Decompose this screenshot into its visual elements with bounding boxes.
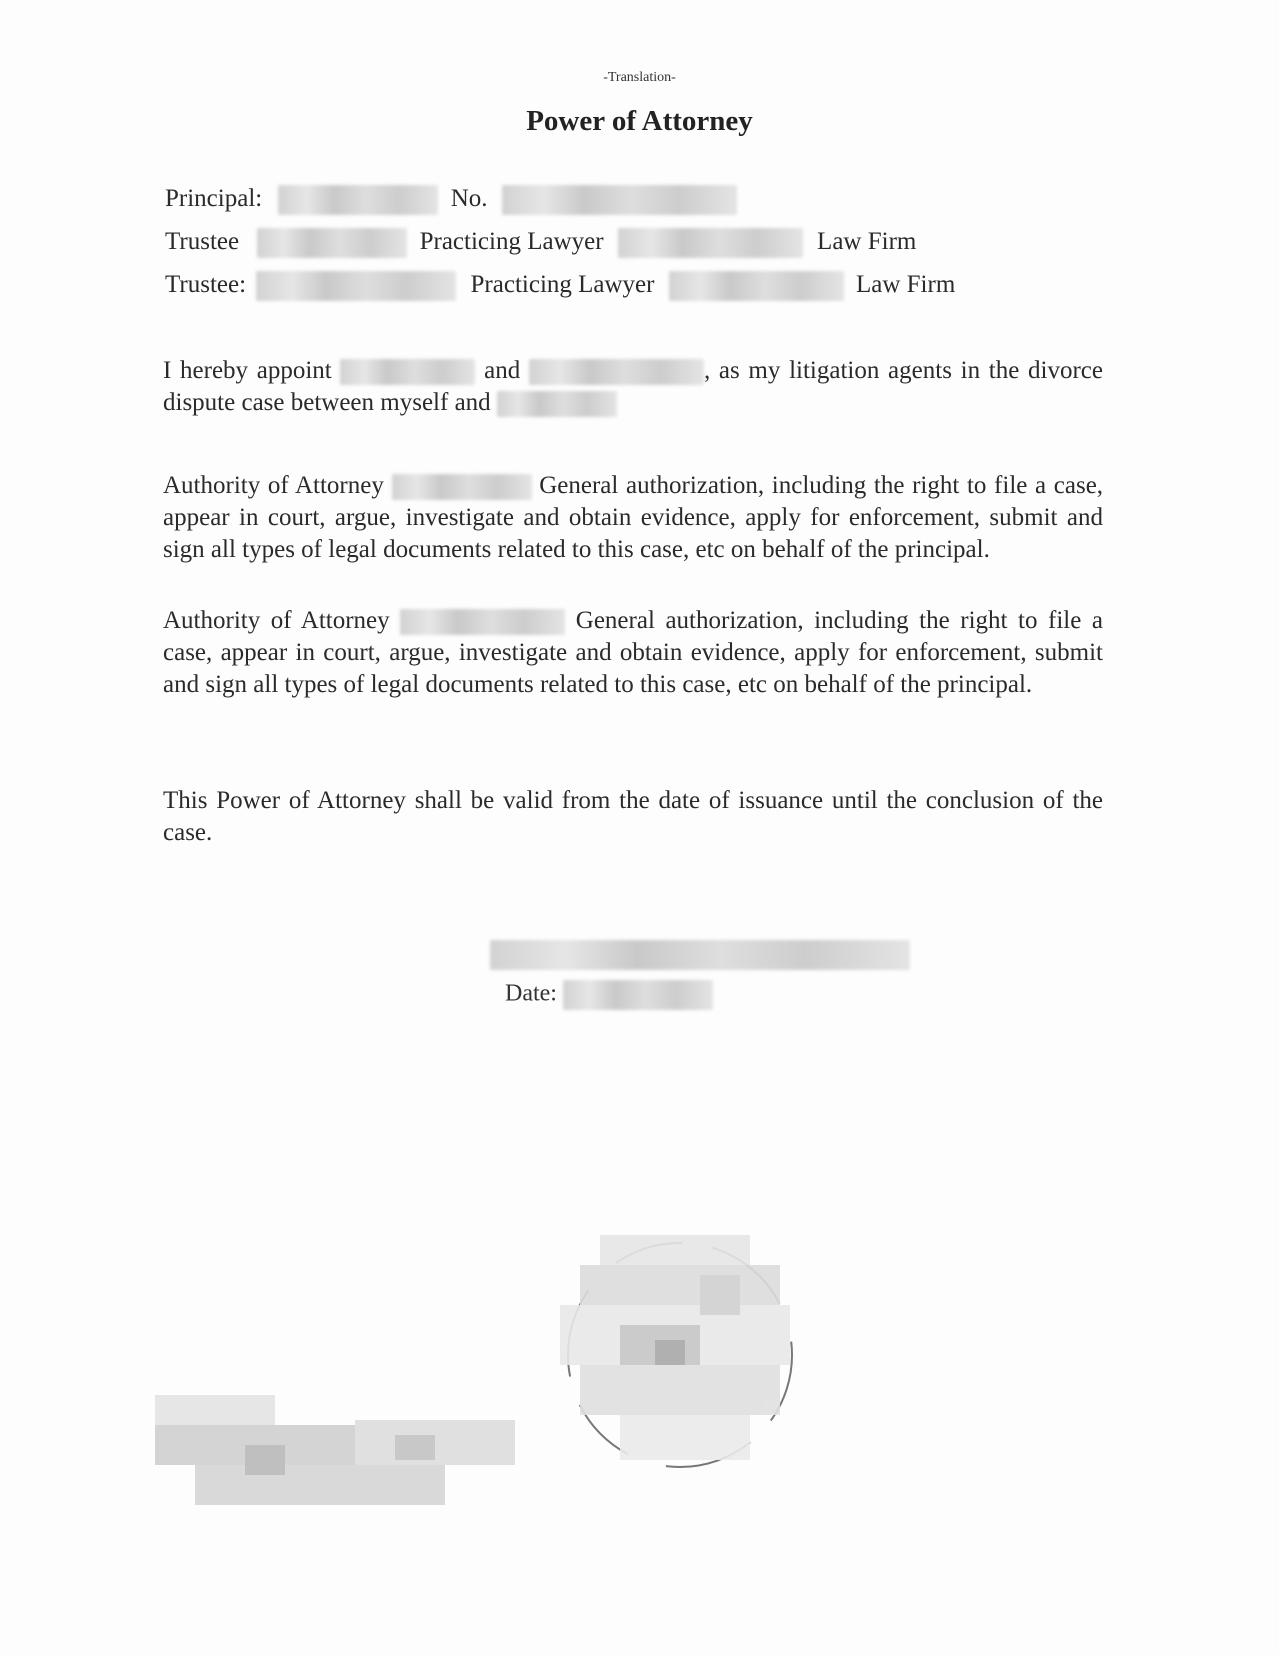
validity-paragraph bbox=[163, 785, 1103, 849]
translation-tag: -Translation- bbox=[603, 70, 676, 85]
trustee-2-role: Practicing Lawyer bbox=[470, 271, 655, 298]
authority-1-text: General authorization, including the right to file a case, appear in court, argue, investigate and obtain evidence, apply for enforcement, submit and sign all types of legal documents related to this case, etc on behalf of the principal. bbox=[163, 472, 1104, 563]
signature-date-row bbox=[505, 980, 713, 1010]
appoint-and: and bbox=[484, 357, 521, 384]
appoint-text-end: , as my litigation agents in the divorce dispute case between myself and bbox=[163, 357, 1103, 416]
principal-id-prefix: No. bbox=[450, 185, 488, 212]
authority-1-label: Authority of Attorney bbox=[163, 472, 384, 499]
authority-1-paragraph bbox=[163, 470, 1103, 566]
trustee-1-row bbox=[165, 228, 916, 258]
redacted-principal-id bbox=[502, 185, 737, 215]
principal-row bbox=[165, 185, 737, 215]
trustee-2-row bbox=[165, 271, 955, 301]
redacted-date-value bbox=[563, 980, 713, 1010]
authority-2-label: Authority of Attorney bbox=[163, 607, 390, 634]
appoint-text-start: I hereby appoint bbox=[163, 357, 332, 384]
redacted-principal-name bbox=[278, 185, 438, 215]
date-label: Date: bbox=[505, 980, 557, 1007]
authority-2-paragraph bbox=[163, 605, 1103, 701]
trustee-1-firm: Law Firm bbox=[817, 228, 917, 255]
redacted-trustee-2-firm bbox=[669, 271, 844, 301]
trustee-2-firm: Law Firm bbox=[855, 271, 956, 298]
redacted-agent-1 bbox=[340, 359, 475, 385]
redacted-trustee-2-name bbox=[256, 271, 456, 301]
principal-label: Principal: bbox=[165, 185, 263, 212]
document-title: Power of Attorney bbox=[526, 105, 753, 137]
redacted-opposing-party bbox=[497, 391, 617, 417]
redacted-authority-1-name bbox=[392, 474, 532, 500]
official-seal-icon bbox=[560, 1235, 800, 1475]
trustee-1-role: Practicing Lawyer bbox=[419, 228, 604, 255]
redacted-signature-bar bbox=[490, 940, 910, 970]
redacted-trustee-1-name bbox=[257, 228, 407, 258]
redacted-trustee-1-firm bbox=[618, 228, 803, 258]
redacted-agent-2 bbox=[529, 359, 704, 385]
redacted-authority-2-name bbox=[400, 609, 565, 635]
redacted-handwritten-signature bbox=[155, 1395, 540, 1515]
trustee-2-label: Trustee: bbox=[165, 271, 247, 298]
validity-text: This Power of Attorney shall be valid from the date of issuance until the conclusion of the case. bbox=[163, 787, 1103, 846]
authority-2-text: General authorization, including the right to file a case, appear in court, argue, investigate and obtain evidence, apply for enforcement, submit and sign all types of legal documents related to this case, etc on behalf of the principal. bbox=[163, 607, 1104, 698]
trustee-1-label: Trustee bbox=[165, 228, 240, 255]
redacted-principal-signature bbox=[490, 940, 930, 974]
appointment-paragraph bbox=[163, 355, 1103, 419]
